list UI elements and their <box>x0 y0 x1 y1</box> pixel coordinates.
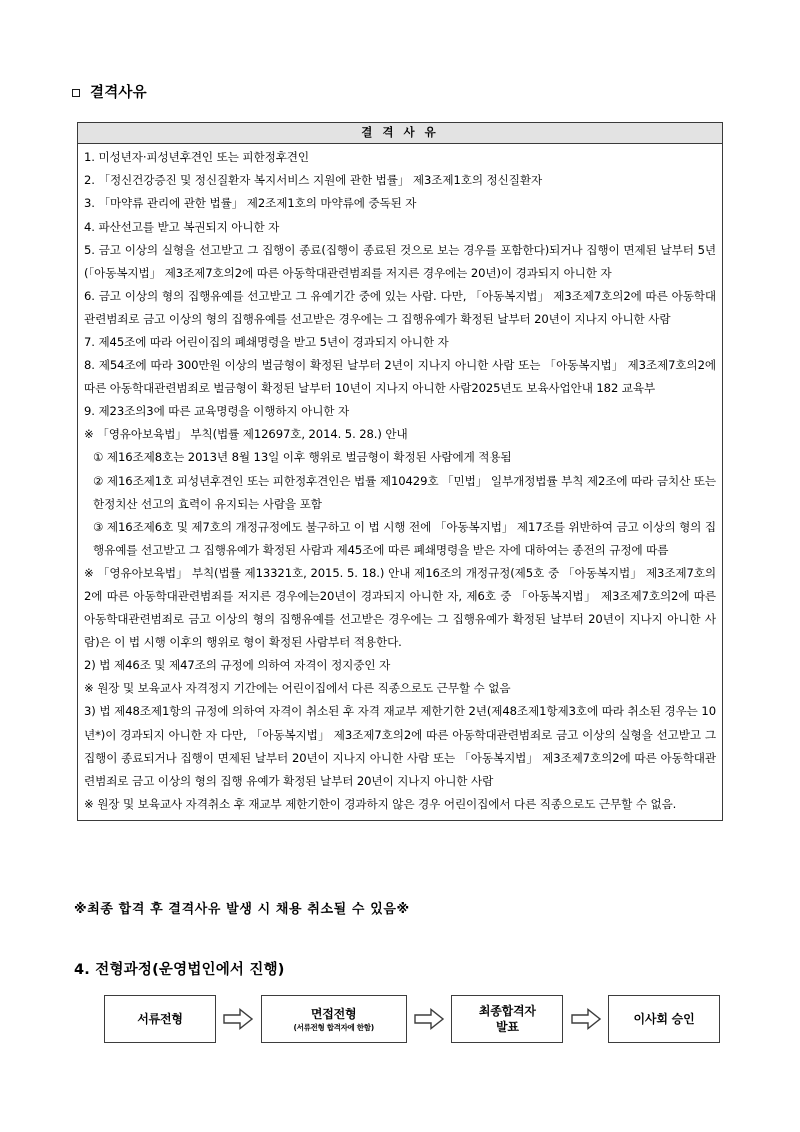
table-row: 8. 제54조에 따라 300만원 이상의 벌금형이 확정된 날부터 2년이 지나지 아니한 사람 또는 「아동복지법」 제3조제7호의2에 따른 아동학대관련범죄로 벌금형이 확정된 날부터 10년이 지나지 아니한 사람2025년도 보육사업안내 182 교육부 <box>84 358 716 396</box>
defect-reasons-table <box>77 122 723 821</box>
flow-step-label: 면접전형 <box>310 1006 357 1021</box>
flow-step-document-screening <box>104 995 216 1043</box>
table-row: 5. 금고 이상의 실형을 선고받고 그 집행이 종료(집행이 종료된 것으로 보는 경우를 포함한다)되거나 집행이 면제된 날부터 5년(「아동복지법」 제3조제7호의2에 따른 아동학대관련범죄를 저지른 경우에는 20년)이 경과되지 아니한 자 <box>84 242 716 280</box>
table-row: ※ 「영유아보육법」 부칙(법률 제13321호, 2015. 5. 18.) 안내 제16조의 개정규정(제5호 중 「아동복지법」 제3조제7호의2에 따른 아동학대관련범죄를 저지른 경우에는20년이 경과되지 아니한 자, 제6호 중 「아동복지법」 제3조제7호의2에 따른 아동학대관련범죄로 금고 이상의 형의 집행유예를 선고받은 경우에는 그 집행유예가 확정된 날부터 20년이 지나지 아니한 사람)은 이 법 시행 이후의 행위로 형이 확정된 사람부터 적용한다. <box>84 565 716 650</box>
flow-step-interview <box>261 995 407 1043</box>
flow-arrow-2 <box>407 1008 452 1030</box>
table-row: ※ 원장 및 보육교사 자격취소 후 재교부 제한기한이 경과하지 않은 경우 어린이집에서 다른 직종으로도 근무할 수 없음. <box>84 796 677 811</box>
flow-arrow-1 <box>216 1008 261 1030</box>
defect-heading-label: 결격사유 <box>90 85 147 101</box>
table-row: 2. 「정신건강증진 및 정신질환자 복지서비스 지원에 관한 법률」 제3조제1호의 정신질환자 <box>84 173 543 188</box>
table-row: ② 제16조제1호 피성년후견인 또는 피한정후견인은 법률 제10429호 「민법」 일부개정법률 부칙 제2조에 따라 금치산 또는 한정치산 선고의 효력이 유지되는 사람을 포함 <box>93 473 716 511</box>
right-block-arrow-icon <box>571 1008 601 1030</box>
table-row: ※ 원장 및 보육교사 자격정지 기간에는 어린이집에서 다른 직종으로도 근무할 수 없음 <box>84 681 511 696</box>
flow-step-board-approval <box>608 995 720 1043</box>
table-row: 3) 법 제48조제1항의 규정에 의하여 자격이 취소된 후 자격 재교부 제한기한 2년(제48조제1항제3호에 따라 취소된 경우는 10년*)이 경과되지 아니한 자 다만, 「아동복지법」 제3조제7호의2에 따른 아동학대관련범죄로 금고 이상의 실형을 선고받고 그 집행이 종료되거나 집행이 면제된 날부터 20년이 지나지 아니한 사람 또는 「아동복지법」 제3조제7호의2에 따른 아동학대관련범죄로 금고 이상의 형의 집행 유예가 확정된 날부터 20년이 지나지 아니한 사람 <box>84 704 716 788</box>
table-row: 9. 제23조의3에 따른 교육명령을 이행하지 아니한 자 <box>84 404 350 419</box>
table-row: ① 제16조제8호는 2013년 8월 13일 이후 행위로 벌금형이 확정된 사람에게 적용됨 <box>93 450 512 465</box>
final-note-text: ※최종 합격 후 결격사유 발생 시 채용 취소될 수 있음※ <box>74 902 410 917</box>
defect-section-heading <box>72 86 147 101</box>
selection-process-flowchart <box>104 993 720 1045</box>
flow-step-sublabel: 발표 <box>495 1020 519 1034</box>
table-row: 2) 법 제46조 및 제47조의 규정에 의하여 자격이 정지중인 자 <box>84 658 391 673</box>
flow-step-sublabel: (서류전형 합격자에 한함) <box>293 1022 374 1032</box>
flow-step-final-announcement <box>451 995 563 1043</box>
process-section-heading: 4. 전형과정(운영법인에서 진행) <box>74 962 285 978</box>
table-row: 6. 금고 이상의 형의 집행유예를 선고받고 그 유예기간 중에 있는 사람. 다만, 「아동복지법」 제3조제7호의2에 따른 아동학대관련범죄로 금고 이상의 형의 집행유예를 선고받은 경우에는 그 집행유예가 확정된 날부터 20년이 지나지 아니한 사람 <box>84 288 716 326</box>
table-row: 7. 제45조에 따라 어린이집의 폐쇄명령을 받고 5년이 경과되지 아니한 자 <box>84 334 449 349</box>
flow-step-label: 최종합격자 <box>478 1003 536 1018</box>
table-row: 4. 파산선고를 받고 복권되지 아니한 자 <box>84 219 280 234</box>
square-bullet-icon <box>72 89 80 97</box>
right-block-arrow-icon <box>223 1008 253 1030</box>
flow-step-label: 서류전형 <box>137 1011 183 1026</box>
table-row: 1. 미성년자·피성년후견인 또는 피한정후견인 <box>84 150 309 165</box>
defect-table-header: 결 격 사 유 <box>78 123 722 144</box>
table-row: ※ 「영유아보육법」 부칙(법률 제12697호, 2014. 5. 28.) 안내 <box>84 427 408 442</box>
defect-table-body <box>78 144 722 820</box>
flow-step-label: 이사회 승인 <box>633 1011 695 1026</box>
table-row: 3. 「마약류 관리에 관한 법률」 제2조제1호의 마약류에 중독된 자 <box>84 196 417 211</box>
right-block-arrow-icon <box>414 1008 444 1030</box>
table-row: ③ 제16조제6호 및 제7호의 개정규정에도 불구하고 이 법 시행 전에 「아동복지법」 제17조를 위반하여 금고 이상의 형의 집행유예를 선고받고 그 집행유예가 확정된 사람과 제45조에 따른 폐쇄명령을 받은 자에 대하여는 종전의 규정에 따름 <box>93 519 716 557</box>
flow-arrow-3 <box>563 1008 608 1030</box>
